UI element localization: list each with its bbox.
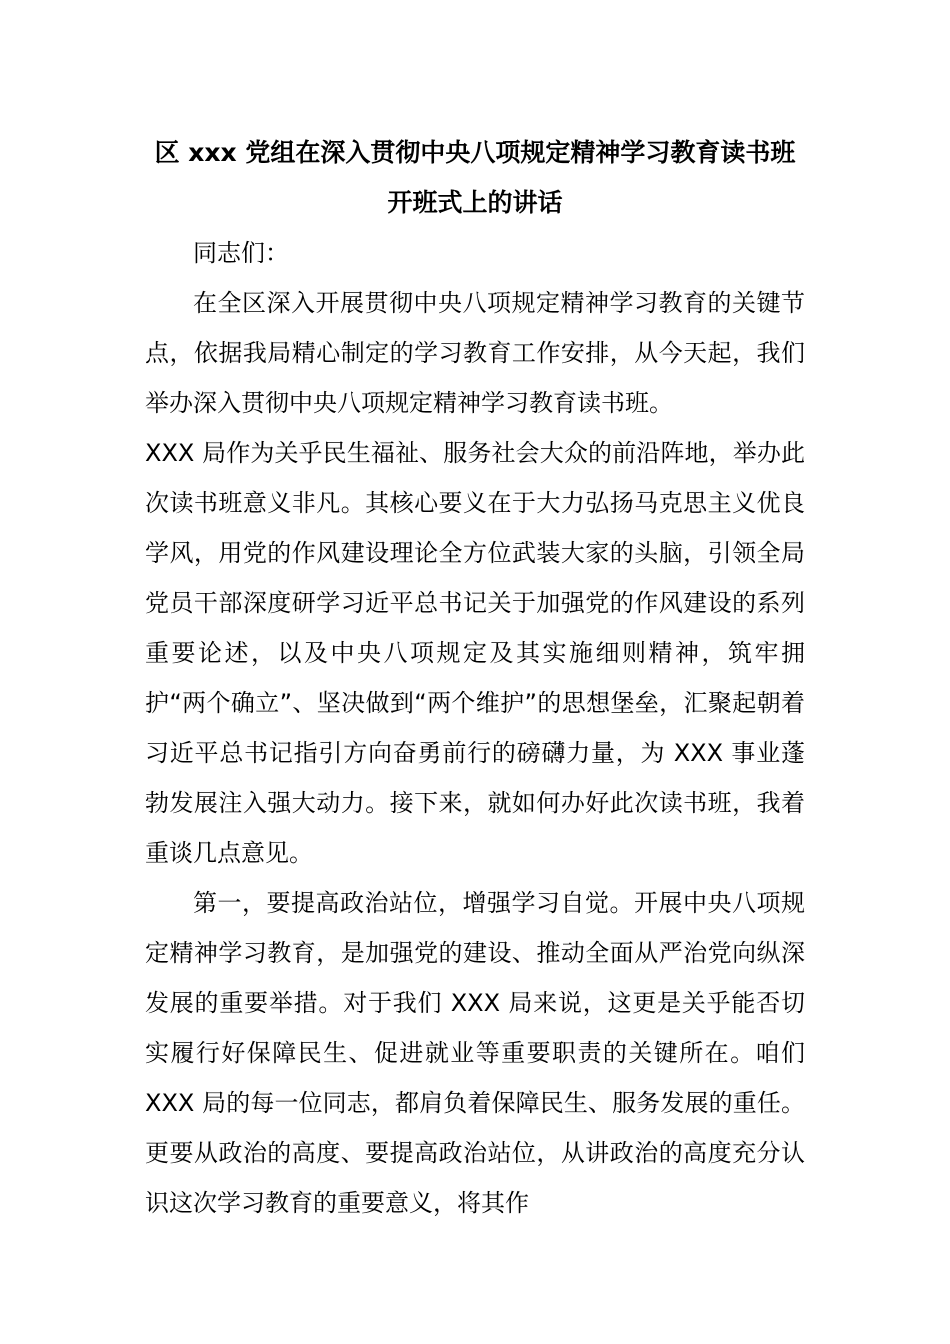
salutation: 同志们： bbox=[193, 239, 289, 267]
paragraph-3: 第一，要提高政治站位，增强学习自觉。开展中央八项规定精神学习教育，是加强党的建设、推动全面从严治党向纵深发展的重要举措。对于我们 XXX 局来说，这更是关乎能否切实履行好保障民生、促进就业等重要职责的关键所在。咱们 XXX 局的每一位同志，都肩负着保障民生、服务发展的重任。更要从政治的高度、要提高政治站位，从讲政治的高度充分认识这次学习教育的重要意义，将其作 bbox=[145, 889, 805, 1217]
title-line-1: 区 xxx 党组在深入贯彻中央八项规定精神学习教育读书班 bbox=[154, 138, 796, 167]
document-body bbox=[145, 228, 805, 1228]
document-title bbox=[145, 128, 805, 228]
title-line-2: 开班式上的讲话 bbox=[387, 188, 563, 217]
paragraph-2: XXX 局作为关乎民生福祉、服务社会大众的前沿阵地，举办此次读书班意义非凡。其核心要义在于大力弘扬马克思主义优良学风，用党的作风建设理论全方位武装大家的头脑，引领全局党员干部深度研学习近平总书记关于加强党的作风建设的系列重要论述，以及中央八项规定及其实施细则精神，筑牢拥护“两个确立”、坚决做到“两个维护”的思想堡垒，汇聚起朝着习近平总书记指引方向奋勇前行的磅礴力量，为 XXX 事业蓬勃发展注入强大动力。接下来，就如何办好此次读书班，我着重谈几点意见。 bbox=[145, 439, 805, 867]
paragraph-1: 在全区深入开展贯彻中央八项规定精神学习教育的关键节点，依据我局精心制定的学习教育工作安排，从今天起，我们举办深入贯彻中央八项规定精神学习教育读书班。 bbox=[145, 289, 805, 417]
document-content bbox=[145, 128, 805, 1228]
